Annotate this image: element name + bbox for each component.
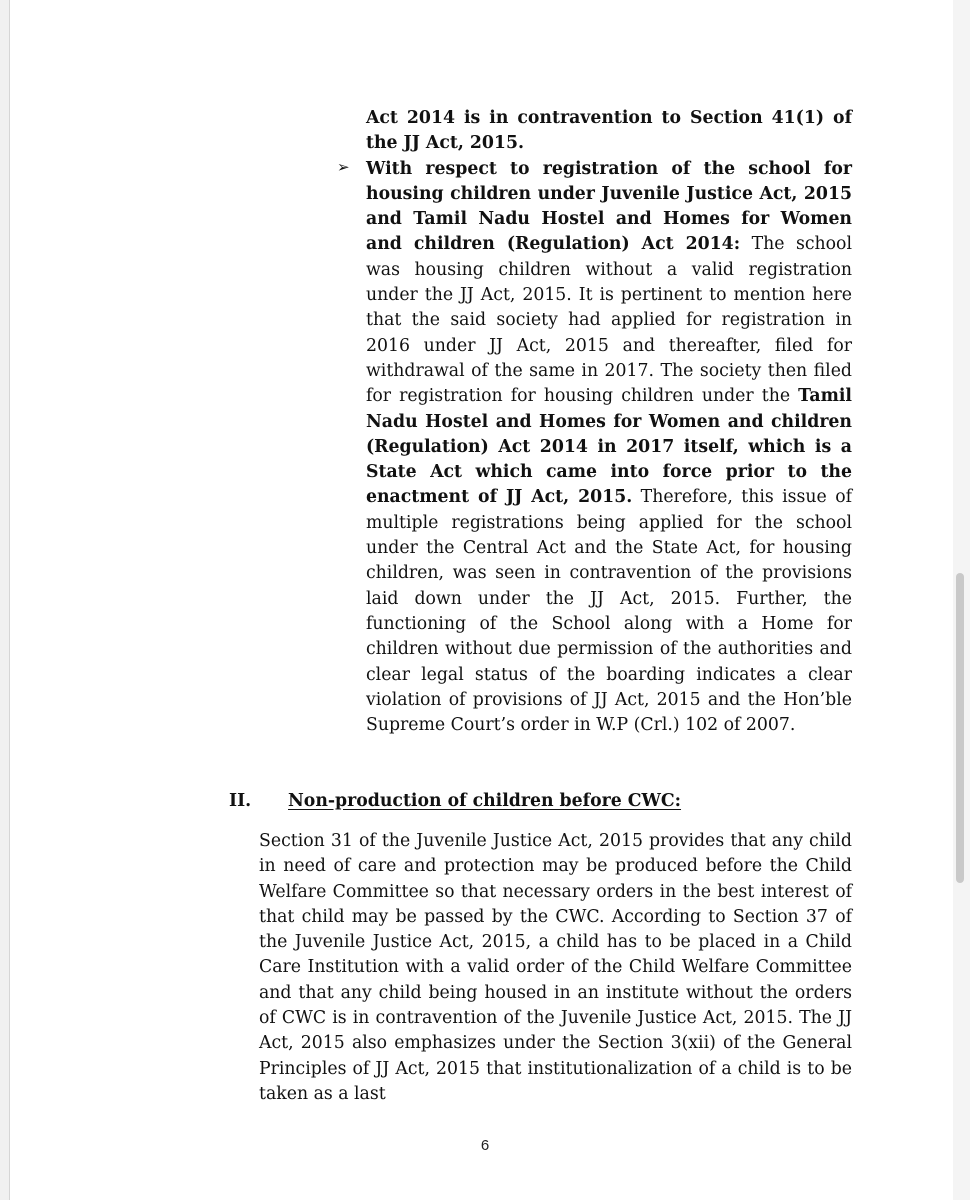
bullet-bold-mid: Tamil Nadu Hostel and Homes for Women and children (Regulation) Act 2014 in 2017 itself, which is a State Act which came into force prior to the enactment of JJ Act, 2015.	[366, 386, 852, 508]
bullet-paragraph	[366, 157, 852, 739]
section-title: Non-production of children before CWC:	[288, 791, 682, 811]
section-paragraph: Section 31 of the Juvenile Justice Act, 2015 provides that any child in need of care and protection may be produced before the Child Welfare Committee so that necessary orders in the best interest of that child may be passed by the CWC. According to Section 37 of the Juvenile Justice Act, 2015, a child has to be placed in a Child Care Institution with a valid order of the Child Welfare Committee and that any child being housed in an institute without the orders of CWC is in contravention of the Juvenile Justice Act, 2015. The JJ Act, 2015 also emphasizes under the Section 3(xii) of the General Principles of JJ Act, 2015 that institutionalization of a child is to be taken as a last	[259, 831, 852, 1104]
bullet-section	[366, 106, 852, 738]
bullet-text-1: The school was housing children without a valid registration under the JJ Act, 2015. It is pertinent to mention here that the said society had applied for registration in 2016 under JJ Act, 2015 and thereafter, filed for withdrawal of the same in 2017. The society then filed for registration for housing children under the	[366, 234, 852, 407]
section-number: II.	[229, 791, 252, 811]
scrollbar-thumb[interactable]	[956, 573, 964, 883]
arrow-bullet-icon: ➢	[337, 158, 350, 176]
bullet-text-2: Therefore, this issue of multiple registrations being applied for the school under the Central Act and the State Act, for housing children, was seen in contravention of the provisions laid down under the JJ Act, 2015. Further, the functioning of the School along with a Home for children without due permission of the authorities and clear legal status of the boarding indicates a clear violation of provisions of JJ Act, 2015 and the Hon’ble Supreme Court’s order in W.P (Crl.) 102 of 2007.	[366, 487, 852, 736]
bullet-bold-lead: With respect to registration of the school for housing children under Juvenile Justice Act, 2015 and Tamil Nadu Hostel and Homes for Women and children (Regulation) Act 2014:	[366, 158, 852, 255]
continuation-text: Act 2014 is in contravention to Section 41(1) of the JJ Act, 2015.	[366, 108, 852, 154]
page-number: 6	[480, 1137, 490, 1154]
